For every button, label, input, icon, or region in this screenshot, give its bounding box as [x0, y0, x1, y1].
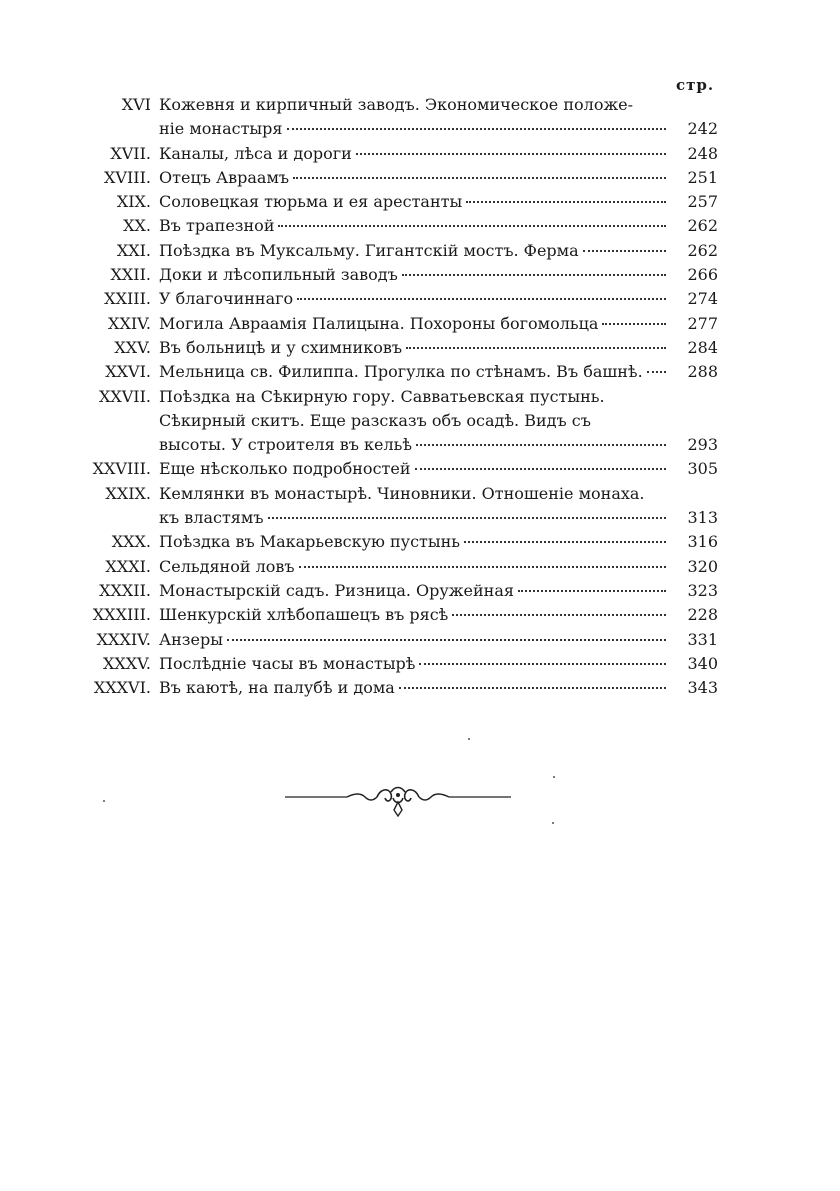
paper-speck — [103, 800, 105, 802]
chapter-title-text: У благочиннаго — [159, 289, 294, 309]
chapter-number: XXXIII. — [92, 605, 151, 625]
chapter-title-line — [159, 312, 718, 336]
chapter-number: XXXVI. — [93, 678, 151, 698]
chapter-body — [159, 555, 718, 579]
chapter-title-text: Шенкурскій хлѣбопашецъ въ рясѣ — [159, 605, 449, 625]
dot-leader — [466, 201, 666, 203]
chapter-number: XXXV. — [102, 653, 151, 673]
chapter-title-line — [159, 166, 718, 190]
chapter-title-text: Въ больницѣ и у схимниковъ — [159, 337, 403, 357]
chapter-title-line — [159, 287, 718, 311]
dot-leader — [583, 250, 666, 252]
page-number: 277 — [687, 313, 718, 333]
chapter-number: XVII. — [110, 143, 151, 163]
chapter-number: XVIII. — [104, 167, 151, 187]
dot-leader — [293, 177, 666, 179]
page-number: 242 — [687, 119, 718, 139]
toc-entry — [78, 555, 718, 579]
page-number: 274 — [687, 289, 718, 309]
page-number: 331 — [687, 629, 718, 649]
chapter-title-text: Поѣздка на Сѣкирную гору. Савватьевская пустынь. — [159, 386, 605, 406]
chapter-number: XXVI. — [105, 362, 151, 382]
paper-speck — [468, 738, 470, 740]
toc-entry — [78, 360, 718, 384]
chapter-body — [159, 312, 718, 336]
chapter-body — [159, 482, 718, 531]
dot-leader — [227, 639, 666, 641]
chapter-title-text: къ властямъ — [159, 508, 264, 528]
chapter-body — [159, 166, 718, 190]
chapter-title-line — [159, 530, 718, 554]
chapter-title-line — [159, 239, 718, 263]
paper-speck — [553, 776, 555, 778]
chapter-title-line — [159, 457, 718, 481]
chapter-number: XXXII. — [99, 580, 151, 600]
page-number: 316 — [687, 532, 718, 552]
paper-speck — [552, 822, 554, 824]
chapter-title-line — [159, 93, 718, 117]
chapter-title-line — [159, 579, 718, 603]
toc-entry — [78, 93, 718, 142]
chapter-title-text: Послѣдніе часы въ монастырѣ — [159, 653, 416, 673]
page-number: 228 — [687, 605, 718, 625]
chapter-title-text: Монастырскій садъ. Ризница. Оружейная — [159, 580, 514, 600]
page-number: 313 — [687, 508, 718, 528]
dot-leader — [278, 225, 666, 227]
dot-leader — [297, 298, 666, 300]
dot-leader — [415, 468, 666, 470]
chapter-title-line — [159, 336, 718, 360]
page-number: 251 — [687, 167, 718, 187]
page-number: 293 — [687, 435, 718, 455]
chapter-body — [159, 336, 718, 360]
dot-leader — [406, 347, 666, 349]
chapter-number: XVI — [121, 95, 151, 114]
chapter-title-text: Мельница св. Филиппа. Прогулка по стѣнамъ. Въ башнѣ. — [159, 362, 643, 382]
chapter-number: XXVII. — [98, 386, 151, 406]
toc-entry — [78, 214, 718, 238]
ornament-divider-icon — [285, 784, 511, 820]
chapter-title-text: Соловецкая тюрьма и ея арестанты — [159, 192, 463, 212]
page-number: 305 — [687, 459, 718, 479]
chapter-title-text: Каналы, лѣса и дороги — [159, 143, 352, 163]
dot-leader — [268, 517, 666, 519]
page-number: 340 — [687, 653, 718, 673]
toc-entry — [78, 190, 718, 214]
chapter-body — [159, 287, 718, 311]
chapter-title-text: Анзеры — [159, 629, 223, 649]
dot-leader — [299, 566, 666, 568]
chapter-title-line — [159, 555, 718, 579]
toc-entry — [78, 530, 718, 554]
dot-leader — [518, 590, 666, 592]
dot-leader — [402, 274, 666, 276]
chapter-title-line — [159, 603, 718, 627]
chapter-title-text: Отецъ Авраамъ — [159, 167, 290, 187]
chapter-title-text: Кемлянки въ монастырѣ. Чиновники. Отношеніе монаха. — [159, 483, 645, 503]
dot-leader — [602, 323, 666, 325]
chapter-body — [159, 676, 718, 700]
chapter-title-text: Поѣздка въ Макарьевскую пустынь — [159, 532, 460, 552]
chapter-number: XX. — [123, 216, 151, 236]
chapter-body — [159, 603, 718, 627]
page-number: 262 — [687, 216, 718, 236]
chapter-title-text: Кожевня и кирпичный заводъ. Экономическое положе- — [159, 95, 634, 114]
chapter-title-line — [159, 409, 718, 433]
dot-leader — [419, 663, 666, 665]
toc-entry — [78, 239, 718, 263]
page-number: 323 — [687, 580, 718, 600]
page-number: 288 — [687, 362, 718, 382]
chapter-body — [159, 93, 718, 142]
chapter-title-line — [159, 117, 718, 141]
chapter-title-line — [159, 676, 718, 700]
chapter-number: XXXI. — [105, 556, 151, 576]
dot-leader — [647, 371, 666, 373]
chapter-title-text: Сѣкирный скитъ. Еще разсказъ объ осадѣ. Видъ съ — [159, 410, 591, 430]
page-number: 284 — [687, 337, 718, 357]
toc-entry — [78, 628, 718, 652]
chapter-title-line — [159, 506, 718, 530]
chapter-body — [159, 214, 718, 238]
chapter-title-line — [159, 628, 718, 652]
page-column-label: стр. — [676, 76, 715, 94]
chapter-title-line — [159, 360, 718, 384]
toc-entry — [78, 676, 718, 700]
chapter-body — [159, 190, 718, 214]
chapter-title-text: Въ каютѣ, на палубѣ и дома — [159, 678, 395, 698]
dot-leader — [399, 687, 666, 689]
page-number: 320 — [687, 556, 718, 576]
chapter-number: XXII. — [110, 265, 151, 285]
chapter-number: XXIV. — [108, 313, 151, 333]
chapter-title-line — [159, 385, 718, 409]
chapter-number: XXVIII. — [92, 459, 151, 479]
table-of-contents — [78, 93, 718, 700]
chapter-title-text: высоты. У строителя въ кельѣ — [159, 435, 413, 455]
chapter-title-text: Сельдяной ловъ — [159, 556, 295, 576]
chapter-title-line — [159, 190, 718, 214]
dot-leader — [452, 614, 666, 616]
toc-entry — [78, 142, 718, 166]
chapter-body — [159, 239, 718, 263]
chapter-number: XXI. — [116, 240, 151, 260]
chapter-title-line — [159, 214, 718, 238]
page-number: 262 — [687, 240, 718, 260]
page-number: 257 — [687, 192, 718, 212]
chapter-body — [159, 628, 718, 652]
dot-leader — [416, 444, 666, 446]
chapter-number: XXXIV. — [96, 629, 151, 649]
chapter-title-text: ніе монастыря — [159, 119, 283, 139]
dot-leader — [287, 128, 667, 130]
chapter-body — [159, 530, 718, 554]
toc-entry — [78, 652, 718, 676]
chapter-body — [159, 579, 718, 603]
chapter-title-line — [159, 482, 718, 506]
chapter-number: XIX. — [116, 192, 151, 212]
chapter-body — [159, 385, 718, 458]
chapter-body — [159, 263, 718, 287]
toc-entry — [78, 263, 718, 287]
chapter-title-text: Поѣздка въ Муксальму. Гигантскій мостъ. Ферма — [159, 240, 579, 260]
chapter-title-line — [159, 263, 718, 287]
toc-entry — [78, 385, 718, 458]
page-number: 266 — [687, 265, 718, 285]
toc-entry — [78, 457, 718, 481]
chapter-title-text: Доки и лѣсопильный заводъ — [159, 265, 398, 285]
chapter-body — [159, 360, 718, 384]
chapter-title-line — [159, 433, 718, 457]
chapter-title-line — [159, 652, 718, 676]
chapter-body — [159, 652, 718, 676]
toc-entry — [78, 482, 718, 531]
toc-entry — [78, 336, 718, 360]
chapter-title-text: Еще нѣсколько подробностей — [159, 459, 411, 479]
page-number: 343 — [687, 678, 718, 698]
dot-leader — [356, 153, 666, 155]
chapter-number: XXV. — [114, 337, 151, 357]
toc-entry — [78, 166, 718, 190]
toc-entry — [78, 579, 718, 603]
chapter-number: XXIX. — [105, 483, 151, 503]
chapter-title-text: Въ трапезной — [159, 216, 275, 236]
toc-entry — [78, 312, 718, 336]
toc-entry — [78, 603, 718, 627]
toc-entry — [78, 287, 718, 311]
chapter-title-text: Могила Авраамія Палицына. Похороны богомольца — [159, 313, 599, 333]
chapter-number: XXIII. — [104, 289, 151, 309]
chapter-body — [159, 457, 718, 481]
chapter-body — [159, 142, 718, 166]
page-number: 248 — [687, 143, 718, 163]
chapter-title-line — [159, 142, 718, 166]
chapter-number: XXX. — [111, 532, 151, 552]
dot-leader — [464, 541, 666, 543]
